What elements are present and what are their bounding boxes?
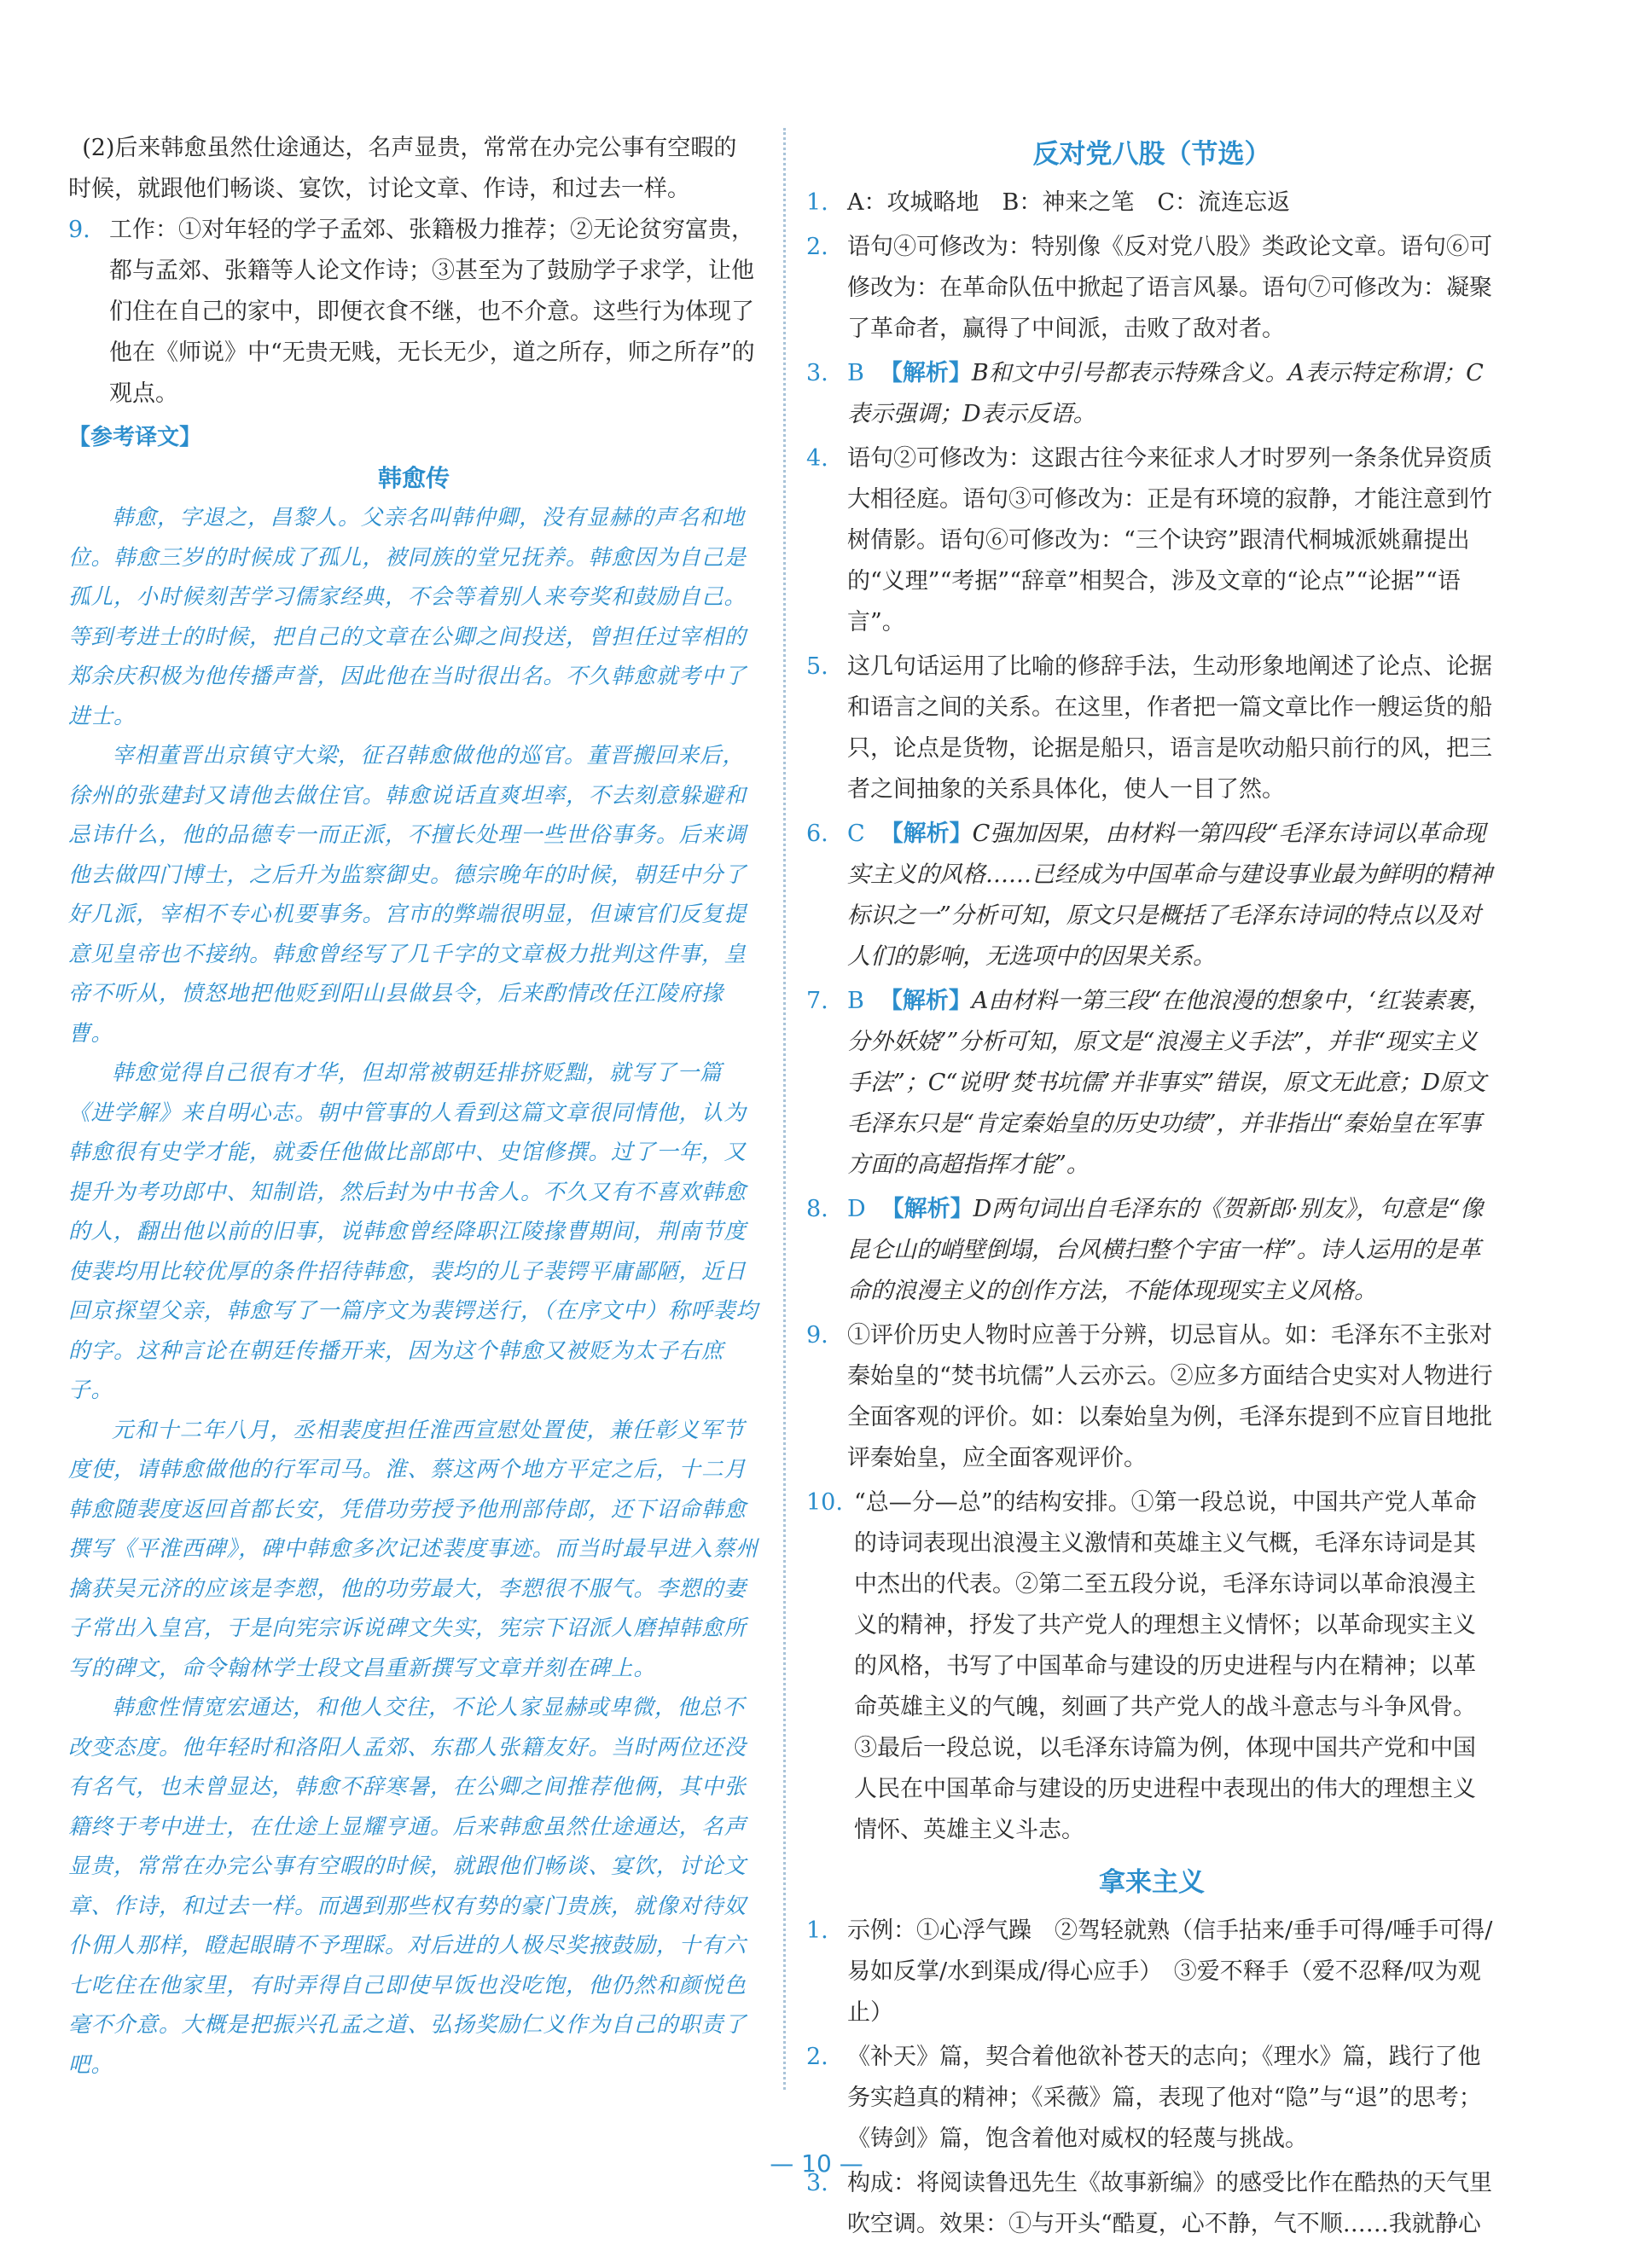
column-divider [783, 128, 786, 2090]
reference-translation-label: 【参考译文】 [68, 425, 202, 450]
answer-item [806, 1315, 1497, 1479]
translation-paragraph: 宰相董晋出京镇守大梁，征召韩愈做他的巡官。董晋搬回来后，徐州的张建封又请他去做住官。韩愈说话直爽坦率，不去刻意躲避和忌讳什么，他的品德专一而正派，不擅长处理一些世俗事务。后来调他去做四门博士，之后升为监察御史。德宗晚年的时候，朝廷中分了好几派，宰相不专心机要事务。宫市的弊端很明显，但谏官们反复提意见皇帝也不接纳。韩愈曾经写了几千字的文章极力批判这件事，皇帝不听从，愤怒地把他贬到阳山县做县令，后来酌情改任江陵府掾曹。 [68, 743, 747, 1047]
item-number: 3. [806, 2170, 828, 2196]
item-number: 10. [806, 1489, 843, 1516]
item-text: 《补天》篇，契合着他欲补苍天的志向；《理水》篇，践行了他务实趋真的精神；《采薇》篇，表现了他对“隐”与“退”的思考；《铸剑》篇，饱含着他对威权的轻蔑与挑战。 [847, 2044, 1482, 2152]
right-column [806, 128, 1497, 2248]
analysis-tag: 【解析】 [880, 821, 973, 847]
item-number: 1. [806, 1917, 828, 1944]
answer-item [806, 227, 1497, 350]
answer-item [806, 353, 1497, 435]
item-number: 9. [806, 1322, 828, 1349]
translation-title: 韩愈传 [377, 464, 450, 492]
analysis-tag: 【解析】 [880, 1196, 973, 1222]
item-text: ①评价历史人物时应善于分辨，切忌盲从。如：毛泽东不主张对秦始皇的“焚书坑儒”人云亦云。②应多方面结合史实对人物进行全面客观的评价。如：以秦始皇为例，毛泽东提到不应盲目地批评秦始皇，应全面客观评价。 [847, 1322, 1493, 1471]
answer-item [806, 814, 1497, 977]
item-text: A由材料一第三段“在他浪漫的想象中，‘红装素裹，分外妖娆’”分析可知，原文是“浪漫主义手法”，并非“现实主义手法”；C“说明‘焚书坑儒’并非事实”错误，原文无此意；D原文毛泽东只是“肯定秦始皇的历史功绩”，并非指出“秦始皇在军事方面的高超指挥才能”。 [847, 988, 1491, 1178]
item-text: A：攻城略地 B：神来之笔 C：流连忘返 [847, 189, 1290, 216]
choice-answer: B [847, 988, 864, 1014]
item-number: 6. [806, 821, 828, 847]
q8-part2-answer: (2)后来韩愈虽然仕途通达，名声显贵，常常在办完公事有空暇的时候，就跟他们畅谈、宴饮，讨论文章、作诗，和过去一样。 [68, 135, 737, 202]
answer-item [806, 438, 1497, 643]
item-number: 5. [806, 653, 828, 680]
section-title-fandui: 反对党八股（节选） [1032, 139, 1271, 170]
item-text: 构成：将阅读鲁迅先生《故事新编》的感受比作在酷热的天气里吹空调。效果：①与开头“酷夏，心不静，气不顺……我就静心 [847, 2170, 1492, 2237]
choice-answer: C [847, 821, 865, 847]
translation-paragraph: 韩愈，字退之，昌黎人。父亲名叫韩仲卿，没有显赫的声名和地位。韩愈三岁的时候成了孤儿，被同族的堂兄抚养。韩愈因为自己是孤儿，小时候刻苦学习儒家经典，不会等着别人来夸奖和鼓励自己。等到考进士的时候，把自己的文章在公卿之间投送，曾担任过宰相的郑余庆积极为他传播声誉，因此他在当时很出名。不久韩愈就考中了进士。 [68, 505, 747, 729]
item-text: 示例：①心浮气躁 ②驾轻就熟（信手拈来/垂手可得/唾手可得/易如反掌/水到渠成/得心应手） ③爱不释手（爱不忍释/叹为观止） [847, 1917, 1493, 2026]
item-text: 语句②可修改为：这跟古往今来征求人才时罗列一条条优异资质大相径庭。语句③可修改为：正是有环境的寂静，才能注意到竹树倩影。语句⑥可修改为：“三个诀窍”跟清代桐城派姚鼐提出的“义理”“考据”“辞章”相契合，涉及文章的“论点”“论据”“语言”。 [847, 445, 1492, 635]
item-number: 3. [806, 360, 828, 386]
item-text: 语句④可修改为：特别像《反对党八股》类政论文章。语句⑥可修改为：在革命队伍中掀起了语言风暴。语句⑦可修改为：凝聚了革命者，赢得了中间派，击败了敌对者。 [847, 234, 1492, 342]
answer-item [806, 1911, 1497, 2033]
question-number: 9. [68, 217, 90, 243]
item-text: C强加因果，由材料一第四段“毛泽东诗词以革命现实主义的风格……已经成为中国革命与建设事业最为鲜明的精神标识之一”分析可知，原文只是概括了毛泽东诗词的特点以及对人们的影响，无选项中的因果关系。 [847, 821, 1492, 970]
item-text: “总—分—总”的结构安排。①第一段总说，中国共产党人革命的诗词表现出浪漫主义激情和英雄主义气概，毛泽东诗词是其中杰出的代表。②第二至五段分说，毛泽东诗词以革命浪漫主义的精神，抒发了共产党人的理想主义情怀；以革命现实主义的风格，书写了中国革命与建设的历史进程与内在精神；以革命英雄主义的气魄，刻画了共产党人的战斗意志与斗争风骨。③最后一段总说，以毛泽东诗篇为例，体现中国共产党和中国人民在中国革命与建设的历史进程中表现出的伟大的理想主义情怀、英雄主义斗志。 [854, 1489, 1477, 1843]
question-9-answer [68, 210, 759, 415]
analysis-tag: 【解析】 [879, 988, 972, 1014]
answer-item [806, 2037, 1497, 2160]
section-title-nalai: 拿来主义 [1099, 1867, 1205, 1898]
answer-item [806, 183, 1497, 223]
translation-paragraph: 韩愈觉得自己很有才华，但却常被朝廷排挤贬黜，就写了一篇《进学解》来自明心志。朝中管事的人看到这篇文章很同情他，认为韩愈很有史学才能，就委任他做比部郎中、史馆修撰。过了一年，又提升为考功郎中、知制诰，然后封为中书舍人。不久又有不喜欢韩愈的人，翻出他以前的旧事，说韩愈曾经降职江陵掾曹期间，荆南节度使裴均用比较优厚的条件招待韩愈，裴均的儿子裴锷平庸鄙陋，近日回京探望父亲，韩愈写了一篇序文为裴锷送行，（在序文中）称呼裴均的字。这种言论在朝廷传播开来，因为这个韩愈又被贬为太子右庶子。 [68, 1060, 758, 1403]
answer-item [806, 1189, 1497, 1312]
answer-text: 工作：①对年轻的学子孟郊、张籍极力推荐；②无论贫穷富贵，都与孟郊、张籍等人论文作诗；③甚至为了鼓励学子求学，让他们住在自己的家中，即便衣食不继，也不介意。这些行为体现了他在《师说》中“无贵无贱，无长无少，道之所存，师之所存”的观点。 [109, 217, 755, 407]
item-number: 1. [806, 189, 828, 216]
item-text: 这几句话运用了比喻的修辞手法，生动形象地阐述了论点、论据和语言之间的关系。在这里，作者把一篇文章比作一艘运货的船只，论点是货物，论据是船只，语言是吹动船只前行的风，把三者之间抽象的关系具体化，使人一目了然。 [847, 653, 1492, 803]
page-number: — 10 — [770, 2149, 863, 2178]
answer-item [806, 981, 1497, 1186]
answer-item [806, 647, 1497, 810]
item-number: 2. [806, 2044, 828, 2070]
item-number: 2. [806, 234, 828, 260]
choice-answer: D [847, 1196, 866, 1222]
item-text: B和文中引号都表示特殊含义。A表示特定称谓；C表示强调；D表示反语。 [847, 360, 1484, 427]
item-number: 4. [806, 445, 828, 472]
item-number: 8. [806, 1196, 828, 1222]
item-text: D两句词出自毛泽东的《贺新郎·别友》，句意是“像昆仑山的峭壁倒塌，台风横扫整个宇宙一样”。诗人运用的是革命的浪漫主义的创作方法，不能体现现实主义风格。 [847, 1196, 1484, 1304]
analysis-tag: 【解析】 [879, 360, 972, 386]
left-column [68, 128, 759, 2085]
item-number: 7. [806, 988, 828, 1014]
choice-answer: B [847, 360, 864, 386]
answer-item [806, 1482, 1497, 1851]
translation-paragraph: 韩愈性情宽宏通达，和他人交往，不论人家显赫或卑微，他总不改变态度。他年轻时和洛阳人孟郊、东郡人张籍友好。当时两位还没有名气，也未曾显达，韩愈不辞寒暑，在公卿之间推荐他俩，其中张籍终于考中进士，在仕途上显耀亨通。后来韩愈虽然仕途通达，名声显贵，常常在办完公事有空暇的时候，就跟他们畅谈、宴饮，讨论文章、作诗，和过去一样。而遇到那些权有势的豪门贵族，就像对待奴仆佣人那样，瞪起眼睛不予理睬。对后进的人极尽奖掖鼓励，十有六七吃住在他家里，有时弄得自己即使早饭也没吃饱，他仍然和颜悦色毫不介意。大概是把振兴孔孟之道、弘扬奖励仁义作为自己的职责了吧。 [68, 1695, 747, 2078]
translation-paragraph: 元和十二年八月，丞相裴度担任淮西宣慰处置使，兼任彰义军节度使，请韩愈做他的行军司马。淮、蔡这两个地方平定之后，十二月韩愈随裴度返回首都长安，凭借功劳授予他刑部侍郎，还下诏命韩愈撰写《平淮西碑》，碑中韩愈多次记述裴度事迹。而当时最早进入蔡州擒获吴元济的应该是李愬，他的功劳最大，李愬很不服气。李愬的妻子常出入皇宫，于是向宪宗诉说碑文失实，宪宗下诏派人磨掉韩愈所写的碑文，命令翰林学士段文昌重新撰写文章并刻在碑上。 [68, 1417, 758, 1681]
